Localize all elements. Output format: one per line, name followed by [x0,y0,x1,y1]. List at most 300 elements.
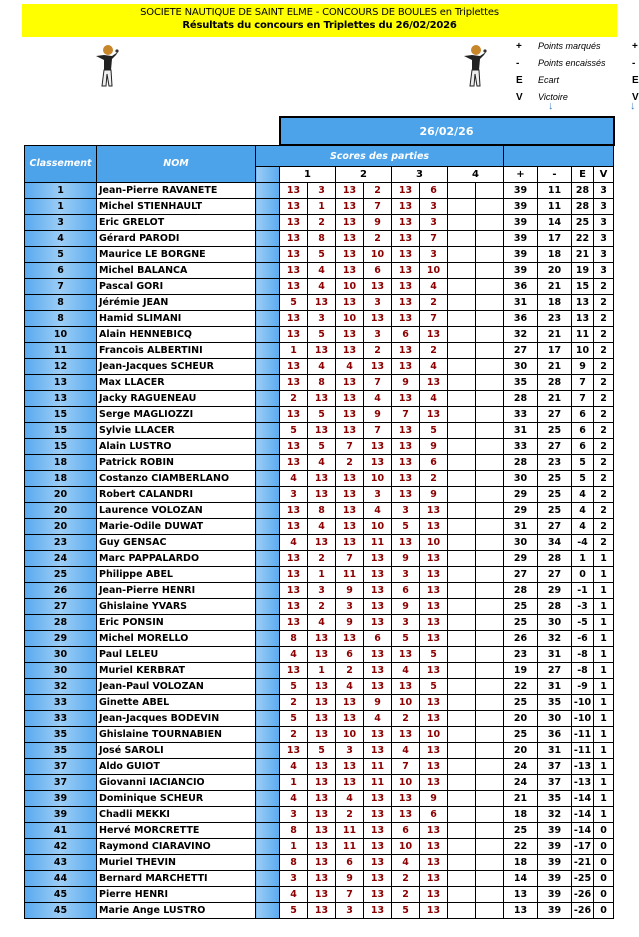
score-cell: 6 [392,823,420,839]
score-cell: 13 [336,775,364,791]
rank-cell: 37 [25,775,97,791]
score-cell [476,807,504,823]
score-cell: 13 [420,631,448,647]
score-cell: 6 [364,263,392,279]
wins-cell: 2 [594,535,614,551]
points-for-cell: 39 [504,183,538,199]
score-cell: 13 [336,215,364,231]
difference-cell: 7 [572,391,594,407]
points-against-cell: 30 [538,615,572,631]
spacer-cell [256,455,280,471]
spacer-cell [256,327,280,343]
points-for-cell: 23 [504,647,538,663]
score-cell: 4 [420,391,448,407]
score-cell: 13 [308,903,336,919]
table-row [25,535,614,551]
score-cell: 13 [392,391,420,407]
table-row [25,455,614,471]
points-for-cell: 20 [504,743,538,759]
wins-cell: 1 [594,567,614,583]
score-cell: 3 [280,871,308,887]
legend-symbol-repeat: V [632,92,639,103]
spacer-cell [256,775,280,791]
wins-cell: 1 [594,647,614,663]
rank-cell: 27 [25,599,97,615]
score-cell: 13 [364,887,392,903]
legend-symbol-repeat: E [632,75,639,86]
rank-cell: 35 [25,727,97,743]
score-cell: 5 [280,711,308,727]
player-name-cell: Alain LUSTRO [97,439,256,455]
score-cell: 13 [420,615,448,631]
score-cell: 13 [308,471,336,487]
spacer-cell [256,231,280,247]
score-cell [476,343,504,359]
rank-cell: 28 [25,615,97,631]
score-cell [448,423,476,439]
score-cell: 13 [392,455,420,471]
points-for-cell: 30 [504,471,538,487]
points-for-cell: 24 [504,759,538,775]
points-against-cell: 39 [538,887,572,903]
score-cell [476,327,504,343]
rank-cell: 18 [25,455,97,471]
points-for-cell: 25 [504,823,538,839]
score-cell: 3 [308,583,336,599]
points-against-cell: 29 [538,583,572,599]
spacer-cell [256,647,280,663]
wins-cell: 2 [594,487,614,503]
score-cell: 13 [420,823,448,839]
rank-cell: 18 [25,471,97,487]
rank-cell: 41 [25,823,97,839]
score-cell [448,695,476,711]
score-cell: 3 [420,247,448,263]
table-row [25,727,614,743]
score-cell: 5 [420,647,448,663]
rank-cell: 29 [25,631,97,647]
score-cell: 13 [420,407,448,423]
points-against-cell: 39 [538,855,572,871]
score-cell [448,503,476,519]
player-name-cell: Marc PAPPALARDO [97,551,256,567]
points-against-cell: 27 [538,519,572,535]
score-cell [448,887,476,903]
score-cell: 13 [280,599,308,615]
difference-cell: 21 [572,247,594,263]
score-cell: 8 [280,823,308,839]
score-cell: 13 [420,903,448,919]
rank-header: Classement [25,145,97,183]
points-for-cell: 13 [504,903,538,919]
rank-cell: 45 [25,887,97,903]
score-cell: 11 [336,823,364,839]
difference-cell: -11 [572,727,594,743]
score-cell: 6 [420,455,448,471]
rank-cell: 42 [25,839,97,855]
score-cell: 4 [364,711,392,727]
score-cell: 13 [420,711,448,727]
difference-cell: 6 [572,407,594,423]
name-header: NOM [97,145,256,183]
score-cell: 1 [308,663,336,679]
difference-cell: 4 [572,487,594,503]
score-cell [476,887,504,903]
score-cell: 13 [308,807,336,823]
score-cell: 2 [308,551,336,567]
score-cell: 13 [336,263,364,279]
spacer-cell [256,567,280,583]
score-cell [476,711,504,727]
score-cell: 13 [392,231,420,247]
wins-cell: 1 [594,599,614,615]
wins-cell: 1 [594,775,614,791]
rank-cell: 5 [25,247,97,263]
score-cell: 13 [420,839,448,855]
score-cell: 13 [336,711,364,727]
wins-cell: 2 [594,519,614,535]
score-cell: 13 [308,343,336,359]
score-cell: 13 [280,743,308,759]
difference-cell: -8 [572,663,594,679]
score-cell [476,247,504,263]
score-cell: 9 [336,583,364,599]
table-row [25,743,614,759]
score-cell [448,231,476,247]
difference-cell: -9 [572,679,594,695]
points-against-cell: 21 [538,359,572,375]
score-cell: 1 [280,839,308,855]
table-row [25,839,614,855]
points-against-cell: 17 [538,231,572,247]
score-cell [448,775,476,791]
rank-cell: 37 [25,759,97,775]
player-name-cell: Muriel THEVIN [97,855,256,871]
score-cell: 13 [336,471,364,487]
points-for-cell: 39 [504,215,538,231]
score-cell: 4 [280,887,308,903]
legend-item [510,72,638,89]
player-name-cell: Jean-Pierre RAVANETE [97,183,256,199]
page-title: SOCIETE NAUTIQUE DE SAINT ELME - CONCOURS DE BOULES en Triplettes [140,7,499,18]
score-cell: 9 [364,695,392,711]
table-row [25,343,614,359]
player-name-cell: Michel MORELLO [97,631,256,647]
table-row [25,327,614,343]
spacer-cell [256,695,280,711]
score-cell [476,199,504,215]
score-cell: 13 [336,391,364,407]
score-cell [448,727,476,743]
difference-cell: -1 [572,583,594,599]
score-cell: 13 [336,487,364,503]
table-row [25,615,614,631]
rank-cell: 30 [25,647,97,663]
score-cell: 7 [336,439,364,455]
difference-cell: 13 [572,311,594,327]
score-cell: 3 [364,487,392,503]
spacer-cell [256,375,280,391]
difference-cell: 28 [572,183,594,199]
game-header: 2 [336,167,392,183]
score-cell [476,791,504,807]
player-name-cell: Eric GRELOT [97,215,256,231]
score-cell: 13 [280,231,308,247]
score-cell [476,519,504,535]
score-cell: 13 [336,759,364,775]
score-cell: 13 [308,295,336,311]
score-cell [476,743,504,759]
rank-cell: 43 [25,855,97,871]
table-row [25,631,614,647]
score-cell: 7 [420,231,448,247]
points-for-cell: 25 [504,695,538,711]
spacer-cell [256,263,280,279]
table-row [25,503,614,519]
score-cell: 13 [392,423,420,439]
score-cell: 10 [392,695,420,711]
score-cell: 7 [392,759,420,775]
score-cell: 13 [308,535,336,551]
score-cell [476,455,504,471]
points-against-cell: 23 [538,311,572,327]
score-cell: 10 [392,775,420,791]
score-cell: 13 [336,183,364,199]
table-row [25,887,614,903]
score-cell: 13 [336,631,364,647]
score-cell [448,663,476,679]
spacer-cell [256,663,280,679]
wins-cell: 0 [594,855,614,871]
score-cell: 13 [280,247,308,263]
rank-cell: 33 [25,695,97,711]
score-cell [476,375,504,391]
table-row [25,855,614,871]
score-cell: 11 [336,567,364,583]
player-name-cell: Eric PONSIN [97,615,256,631]
player-name-cell: Ghislaine TOURNABIEN [97,727,256,743]
player-name-cell: Pascal GORI [97,279,256,295]
table-row [25,711,614,727]
score-cell: 13 [420,567,448,583]
score-cell [448,679,476,695]
score-cell [448,439,476,455]
score-cell [476,359,504,375]
score-cell: 8 [308,375,336,391]
score-cell: 13 [336,535,364,551]
spacer-cell [256,343,280,359]
rank-cell: 15 [25,423,97,439]
player-name-cell: Max LLACER [97,375,256,391]
wins-cell: 1 [594,807,614,823]
score-cell: 13 [280,551,308,567]
game-header: 3 [392,167,448,183]
score-cell: 10 [336,727,364,743]
points-against-cell: 11 [538,199,572,215]
points-against-cell: 30 [538,711,572,727]
rank-cell: 39 [25,791,97,807]
spacer-cell [256,503,280,519]
game-header: 4 [448,167,504,183]
difference-cell: -21 [572,855,594,871]
score-cell [448,215,476,231]
difference-cell: 6 [572,439,594,455]
score-cell: 13 [364,567,392,583]
score-cell [476,583,504,599]
legend-label: Victoire [538,92,568,102]
points-for-cell: 13 [504,887,538,903]
difference-cell: 22 [572,231,594,247]
score-cell [476,855,504,871]
points-against-cell: 27 [538,407,572,423]
score-cell [448,359,476,375]
score-cell: 13 [364,903,392,919]
score-cell: 13 [364,551,392,567]
table-row [25,599,614,615]
score-cell: 6 [420,807,448,823]
difference-cell: -26 [572,887,594,903]
score-cell: 11 [364,759,392,775]
score-cell [448,391,476,407]
score-cell: 7 [420,311,448,327]
score-cell: 13 [392,535,420,551]
score-cell [448,327,476,343]
score-cell: 1 [280,775,308,791]
wins-cell: 2 [594,423,614,439]
difference-cell: 15 [572,279,594,295]
score-cell: 13 [336,519,364,535]
spacer-cell [256,791,280,807]
table-row [25,471,614,487]
score-cell: 2 [280,727,308,743]
score-cell [476,183,504,199]
rank-cell: 15 [25,439,97,455]
score-cell: 4 [280,791,308,807]
score-cell: 13 [336,343,364,359]
score-cell [448,711,476,727]
score-cell: 13 [392,471,420,487]
player-name-cell: Jérémie JEAN [97,295,256,311]
score-cell: 13 [280,359,308,375]
spacer-cell [256,247,280,263]
spacer-cell [256,599,280,615]
score-cell: 13 [280,583,308,599]
table-row [25,215,614,231]
score-cell: 13 [336,423,364,439]
spacer-cell [256,551,280,567]
table-row [25,695,614,711]
rank-cell: 45 [25,903,97,919]
score-cell [476,279,504,295]
score-cell: 5 [308,327,336,343]
score-cell: 13 [364,855,392,871]
score-cell [448,743,476,759]
wins-cell: 2 [594,439,614,455]
rank-cell: 12 [25,359,97,375]
score-cell: 13 [280,263,308,279]
points-against-cell: 39 [538,823,572,839]
player-name-cell: Alain HENNEBICQ [97,327,256,343]
game-header: 1 [280,167,336,183]
player-name-cell: Sylvie LLACER [97,423,256,439]
table-row [25,295,614,311]
wins-cell: 3 [594,263,614,279]
player-name-cell: Philippe ABEL [97,567,256,583]
difference-cell: -17 [572,839,594,855]
points-against-cell: 31 [538,647,572,663]
score-cell: 3 [420,215,448,231]
legend-item [510,55,638,72]
score-cell [476,471,504,487]
legend-symbol: V [516,92,523,103]
points-for-cell: 18 [504,807,538,823]
score-cell [476,487,504,503]
wins-cell: 2 [594,343,614,359]
points-against-cell: 37 [538,759,572,775]
wins-cell: 2 [594,455,614,471]
score-cell: 13 [308,631,336,647]
points-for-cell: 22 [504,679,538,695]
player-name-cell: Ginette ABEL [97,695,256,711]
score-cell: 2 [364,231,392,247]
spacer-cell [256,359,280,375]
points-for-cell: 36 [504,279,538,295]
player-name-cell: Ghislaine YVARS [97,599,256,615]
points-for-cell: 32 [504,327,538,343]
spacer-cell [256,903,280,919]
score-cell: 9 [336,871,364,887]
score-cell: 13 [364,599,392,615]
difference-cell: -6 [572,631,594,647]
points-against-cell: 39 [538,839,572,855]
player-name-cell: Aldo GUIOT [97,759,256,775]
score-cell [448,823,476,839]
points-for-cell: 39 [504,199,538,215]
table-row [25,679,614,695]
player-name-cell: Bernard MARCHETTI [97,871,256,887]
score-cell: 4 [392,743,420,759]
spacer-cell [256,855,280,871]
score-cell: 13 [308,791,336,807]
wins-cell: 1 [594,711,614,727]
score-cell: 2 [420,471,448,487]
table-row [25,663,614,679]
score-cell: 13 [420,663,448,679]
score-cell [476,503,504,519]
score-cell: 9 [336,615,364,631]
points-for-cell: 22 [504,839,538,855]
spacer-cell [256,423,280,439]
score-cell: 13 [364,871,392,887]
points-against-cell: 18 [538,247,572,263]
score-cell [476,679,504,695]
points-for-cell: 14 [504,871,538,887]
player-name-cell: Jean-Paul VOLOZAN [97,679,256,695]
table-row [25,807,614,823]
wins-cell: 1 [594,743,614,759]
points-for-cell: 39 [504,247,538,263]
score-cell: 13 [392,487,420,503]
score-cell: 10 [364,247,392,263]
score-cell: 13 [364,583,392,599]
player-name-cell: Maurice LE BORGNE [97,247,256,263]
score-cell: 13 [308,711,336,727]
rank-cell: 11 [25,343,97,359]
difference-cell: -11 [572,743,594,759]
points-for-cell: 27 [504,567,538,583]
points-against-header: - [538,167,572,183]
score-cell: 13 [308,727,336,743]
